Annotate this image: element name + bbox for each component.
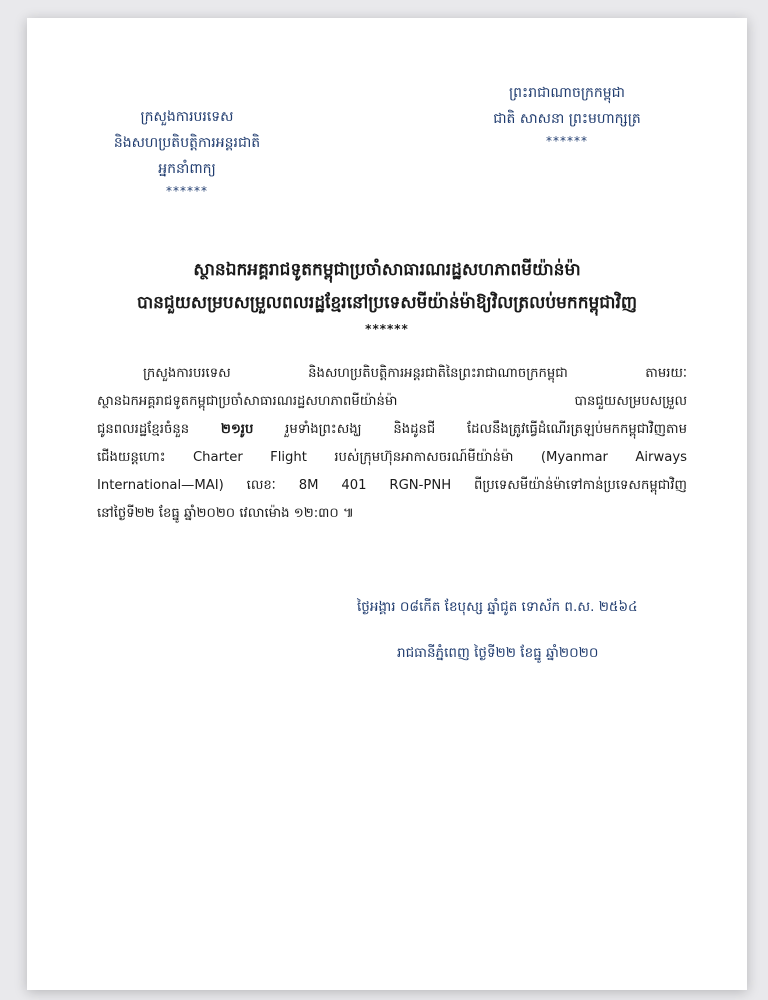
body-line-1: ក្រសួងការបរទេស និងសហប្រតិបត្តិការអន្តរជាតិនៃព្រះរាជាណាចក្រកម្ពុជា តាមរយៈ bbox=[143, 366, 687, 381]
ministry-header bbox=[82, 104, 292, 200]
lunar-date: ថ្ងៃអង្គារ ០៨កើត ខែបុស្ស ឆ្នាំជូត ទោស័ក ព.ស. ២៥៦៤ bbox=[357, 599, 638, 615]
body-line-3 bbox=[97, 416, 687, 444]
header-right-separator: ****** bbox=[546, 134, 588, 148]
body-line-5: International—MAI) លេខៈ 8M 401 RGN-PNH ពីប្រទេសមីយ៉ាន់ម៉ាទៅកាន់ប្រទេសកម្ពុជាវិញ bbox=[97, 478, 687, 493]
body-line-3-end: រួមទាំងព្រះសង្ឃ និងដូនជី ដែលនឹងត្រូវធ្វើដំណើរត្រឡប់មកកម្ពុជាវិញតាម bbox=[253, 422, 687, 437]
body-line-6: នៅថ្ងៃទី២២ ខែធ្នូ ឆ្នាំ២០២០ វេលាម៉ោង ១២:៣០ ៕ bbox=[97, 506, 354, 521]
kingdom-name: ព្រះរាជាណាចក្រកម្ពុជា bbox=[508, 85, 625, 101]
header-left-separator: ****** bbox=[166, 184, 208, 198]
national-motto: ជាតិ សាសនា ព្រះមហាក្សត្រ bbox=[493, 111, 641, 127]
document-page bbox=[27, 18, 747, 990]
ministry-name: ក្រសួងការបរទេស bbox=[140, 109, 234, 125]
passenger-count: ២១រូប bbox=[220, 422, 254, 437]
kingdom-header bbox=[457, 80, 677, 150]
body-line-2: ស្ថានឯកអគ្គរាជទូតកម្ពុជាប្រចាំសាធារណរដ្ឋសហភាពមីយ៉ាន់ម៉ា បានជួយសម្របសម្រួល bbox=[97, 394, 687, 409]
title-separator: ****** bbox=[365, 322, 409, 336]
body-line-3-start: ជូនពលរដ្ឋខ្មែរចំនួន bbox=[97, 422, 221, 437]
ministry-name-line2: និងសហប្រតិបត្តិការអន្តរជាតិ bbox=[113, 135, 261, 151]
document-title bbox=[67, 254, 707, 338]
body-line-4: ជើងយន្តហោះ Charter Flight របស់ក្រុមហ៊ុនអាកាសចរណ៍មីយ៉ាន់ម៉ា (Myanmar Airways bbox=[97, 450, 687, 465]
solar-date: រាជធានីភ្នំពេញ ថ្ងៃទី២២ ខែធ្នូ ឆ្នាំ២០២០ bbox=[397, 645, 599, 661]
body-paragraph bbox=[97, 360, 687, 528]
spokesperson-label: អ្នកនាំពាក្យ bbox=[158, 161, 216, 177]
title-line-2: បានជួយសម្របសម្រួលពលរដ្ឋខ្មែរនៅប្រទេសមីយ៉ាន់ម៉ាឱ្យវិលត្រលប់មកកម្ពុជាវិញ bbox=[136, 293, 638, 313]
title-line-1: ស្ថានឯកអគ្គរាជទូតកម្ពុជាប្រចាំសាធារណរដ្ឋសហភាពមីយ៉ាន់ម៉ា bbox=[193, 260, 581, 280]
